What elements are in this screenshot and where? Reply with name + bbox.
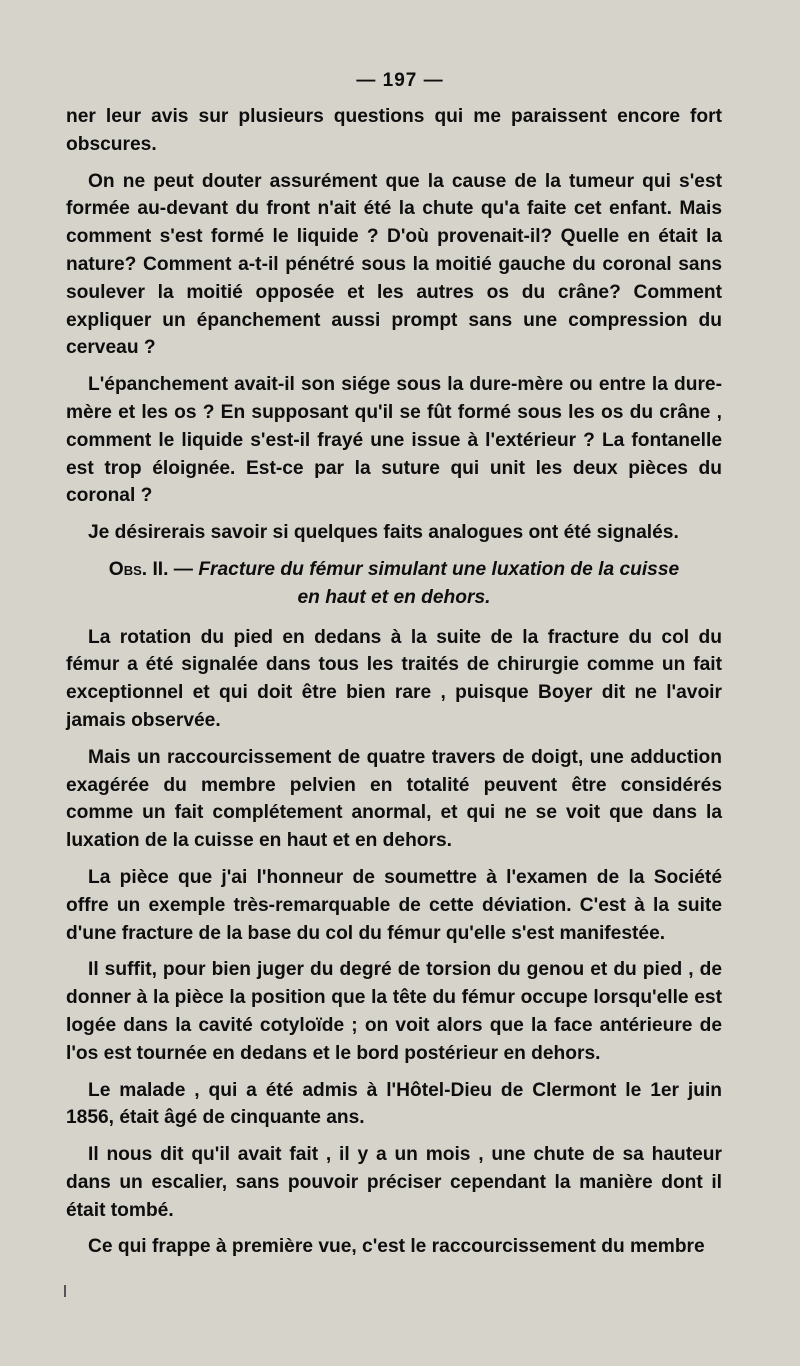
paragraph-1: ner leur avis sur plusieurs questions qui me paraissent encore fort obscures. <box>66 106 722 155</box>
observation-dash: — <box>173 558 193 580</box>
paragraph-10: Il nous dit qu'il avait fait , il y a un mois , une chute de sa hauteur dans un escalier, sans pouvoir préciser cependant la manière dont il était tombé. <box>66 1144 722 1221</box>
paragraph-8: Il suffit, pour bien juger du degré de torsion du genou et du pied , de donner à la pièce la position que la tête du fémur occupe lorsqu'elle est logée dans la cavité cotyloïde ; on voit alors que la face antérieure de l'os est tournée en dedans et le bord postérieur en dehors. <box>66 959 722 1064</box>
margin-mark <box>64 1285 66 1297</box>
paragraph-2: On ne peut douter assurément que la cause de la tumeur qui s'est formée au-devant du front n'ait été la chute qu'a faite cet enfant. Mais comment s'est formé le liquide ? D'où provenait-il? Quelle en était la nature? Comment a-t-il pénétré sous la moitié gauche du coronal sans soulever la moitié opposée et les autres os du crâne? Comment expliquer un épanchement aussi prompt sans une compression du cerveau ? <box>66 170 722 359</box>
paragraph-5: La rotation du pied en dedans à la suite de la fracture du col du fémur a été signalée dans tous les traités de chirurgie comme un fait exceptionnel et qui doit être bien rare , puisque Boyer dit ne l'avoir jamais observée. <box>66 626 722 731</box>
paragraph-7: La pièce que j'ai l'honneur de soumettre à l'examen de la Société offre un exemple très-remarquable de cette déviation. C'est à la suite d'une fracture de la base du col du fémur qu'elle s'est manifestée. <box>66 866 722 944</box>
observation-label: Obs. II. <box>108 558 169 580</box>
page-number: — 197 — <box>356 70 444 91</box>
paragraph-3: L'épanchement avait-il son siége sous la dure-mère ou entre la dure-mère et les os ? En supposant qu'il se fût formé sous les os du crâne , comment le liquide s'est-il frayé une issue à l'extérieur ? La fontanelle est trop éloignée. Est-ce par la suture qui unit les deux pièces du coronal ? <box>66 374 722 507</box>
observation-title-line2: en haut et en dehors. <box>297 586 491 608</box>
paragraph-9: Le malade , qui a été admis à l'Hôtel-Dieu de Clermont le 1er juin 1856, était âgé de cinquante ans. <box>66 1079 722 1129</box>
observation-title-line1: Fracture du fémur simulant une luxation de la cuisse <box>198 558 680 580</box>
paragraph-4: Je désirerais savoir si quelques faits analogues ont été signalés. <box>88 522 679 544</box>
paragraph-11: Ce qui frappe à première vue, c'est le raccourcissement du membre <box>88 1236 705 1258</box>
observation-heading <box>66 556 722 612</box>
paragraph-6: Mais un raccourcissement de quatre travers de doigt, une adduction exagérée du membre pelvien en totalité peuvent être considérés comme un fait complétement anormal, et qui ne se voit que dans la luxation de la cuisse en haut et en dehors. <box>66 746 722 852</box>
body-text <box>66 103 722 1270</box>
